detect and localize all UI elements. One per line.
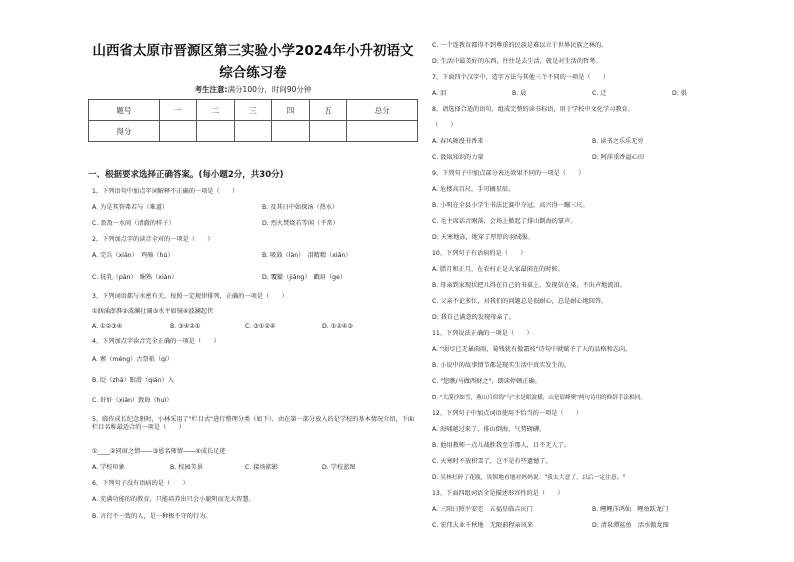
option-d[interactable]: D. 学校蓝图: [322, 464, 356, 471]
option-c[interactable]: C. 父亲不论多忙，对我们的问题总是很耐心，总是耐心地回答。: [432, 298, 608, 305]
question-5: 5、临作成长纪念册时，小林采用了"栏目式"进行整理分类（如下）。由在第一部分放入的是学校的基本情况介绍，下面栏目名称最适合的一项是（ ）: [92, 416, 415, 431]
question-1: 1、下列语句中加点字词解释不正确的一项是（ ）: [92, 188, 239, 195]
option-c[interactable]: C. 一个连教育都得不到尊重的民族是难以立于世界民族之林的。: [432, 42, 608, 49]
score-cell[interactable]: [347, 121, 418, 142]
option-a[interactable]: A. 充满功能的的教育，只能培养出只会小聪明而无大智慧。: [92, 496, 255, 503]
question-9: 9、下列句子中加点部分表达效果不同的一项是（ ）: [432, 170, 585, 177]
option-a[interactable]: A. 学校印象: [92, 464, 125, 471]
option-a[interactable]: A. 泪: [432, 90, 447, 97]
question-6: 6、下列句子没有语病的是（ ）: [92, 480, 189, 487]
notice-text: 满分100分，时间90分钟: [227, 85, 312, 94]
option-d[interactable]: D. 清泉潭鲨鱼 活水傲龙图: [592, 522, 669, 529]
option-c[interactable]: C. 抚乳（pān） 媚熟（xián）: [92, 274, 178, 281]
option-c[interactable]: C. 迁: [592, 90, 607, 97]
option-a[interactable]: A. 三阳日照平安宅 五福星临吉庆门: [432, 506, 533, 513]
option-b[interactable]: B. 晨: [512, 90, 527, 97]
score-table-row: [89, 121, 418, 142]
option-c[interactable]: C. 汲取知识的力量: [432, 154, 484, 161]
option-d[interactable]: D. 俱: [672, 90, 687, 97]
question-5-items: ①____②同窗之情——③恩名师情——④成长足迹: [92, 448, 226, 455]
question-3: 3、下列词语都与水密有关，按照一定规律排列，正确的一项是（ ）: [92, 293, 288, 300]
score-cell[interactable]: [272, 121, 310, 142]
option-c[interactable]: C. 奸奸（xián）敦诲（huì）: [92, 397, 173, 404]
option-b[interactable]: B. 言行不一致的人，是一种极不守的行为。: [92, 513, 212, 520]
score-cell[interactable]: [159, 121, 197, 142]
question-8-blank: （ ）: [432, 122, 457, 129]
option-b[interactable]: B. 吸鼓（làn） 泪精精（xiǎn）: [262, 252, 352, 259]
section-heading: 一、根据要求选择正确答案。(每小题2分，共30分): [88, 170, 284, 180]
score-table: [88, 99, 418, 142]
option-b[interactable]: B. 鲤鲤洋鸿仙 鲤鱼跃龙门: [592, 506, 669, 513]
question-4: 4、下列加点字读音完全正确的一项是（ ）: [92, 338, 220, 345]
question-2: 2、下列加点字的读音全对的一项是（ ）: [92, 236, 214, 243]
option-a[interactable]: A. 完兵（xiān） 鸡骑（hú）: [92, 252, 174, 259]
score-table-header: [89, 100, 418, 121]
page-title: 山西省太原市晋源区第三实验小学2024年小升初语文综合练习卷: [92, 43, 414, 81]
score-header-cell: 总分: [347, 100, 418, 121]
score-cell[interactable]: [234, 121, 272, 142]
option-a[interactable]: A. 为是其智弗若与（难道）: [92, 204, 169, 211]
score-cell[interactable]: [309, 121, 347, 142]
option-d[interactable]: D. 阿萍重香溢心田: [592, 154, 645, 161]
option-b[interactable]: B. 及其日中如探汤（热水）: [262, 204, 339, 211]
question-8: 8、请选择合适的语句，组成完整的读书标语，用于学校中文化学习教育。: [432, 106, 634, 113]
option-d[interactable]: D. 我自己满意的发现母亲了。: [432, 314, 515, 321]
question-13: 13、下面四组词语全是描述形容性的是（ ）: [432, 490, 564, 497]
option-c[interactable]: C. ③①②④: [245, 323, 276, 330]
option-d[interactable]: D. 生活中最美好的东西，往往是去生活，就是对生活的哲考。: [432, 58, 602, 65]
option-a[interactable]: A. 腊月和正月，在农村正是大家最闲在的时候。: [432, 266, 564, 273]
option-b[interactable]: B. 小明在全县小学生书法比赛中夺冠，高兴得一蹦三尺。: [432, 202, 589, 209]
option-b[interactable]: B. 小说中的故事情节都是现实生活中真实发生的。: [432, 362, 571, 369]
option-d[interactable]: D. 吴林打碎了花瓶，畏惧地看地对妈妈说："我太大意了，以后一定注意。": [432, 475, 626, 481]
option-b[interactable]: B. 校园美景: [170, 464, 203, 471]
question-7: 7、下面四个汉字中，造字方法与其他三个不同的一项是（ ）: [432, 74, 610, 81]
option-b[interactable]: B. 母亲到家现状把儿得在自己的书桌上，发现信在桌，不出声地流泪。: [432, 282, 626, 289]
notice-label: 考生注意:: [194, 85, 228, 94]
option-d[interactable]: D. ①②④③: [322, 323, 353, 330]
score-header-cell: 五: [309, 100, 347, 121]
option-b[interactable]: B. ③④②①: [170, 323, 201, 330]
score-header-cell: 三: [234, 100, 272, 121]
option-a[interactable]: A. 萦（méng）古祭祇（qí）: [92, 356, 173, 363]
question-11: 11、下列说法正确的一项是（ ）: [432, 330, 533, 337]
option-c[interactable]: C. 天寒时不放积雪了，岂不是有些遗憾了。: [432, 458, 552, 465]
option-b[interactable]: B. 读书之乐乐无穷: [592, 138, 644, 145]
option-a[interactable]: A. 春风舞漫书香来: [432, 138, 484, 145]
score-header-cell: 题号: [89, 100, 160, 121]
option-a[interactable]: A. "弱尽已无暴雨雨，菊残犹有傲霜枝"诗句中就赋予了人的品格和志向。: [432, 346, 632, 353]
option-a[interactable]: A. 海啸越过来了，排山倒海，气势磅礴。: [432, 426, 546, 433]
option-c[interactable]: C. "您瞧/马做西财之"，朗读停顿正确。: [432, 378, 541, 385]
option-d[interactable]: D. 天寒地冻，地穿了厚厚的羽绒服。: [432, 234, 534, 241]
question-10: 10、下列句子有语病的是（ ）: [432, 250, 527, 257]
option-b[interactable]: B. 他用教师一点儿战胜我至手那人，目不无人了。: [432, 442, 571, 449]
option-c[interactable]: C. 毛主席话音刚落，会场上掀起了排山倒海的掌声。: [432, 218, 577, 225]
score-header-cell: 二: [197, 100, 235, 121]
option-c[interactable]: C. 盈盈一水间（清澈的样子）: [92, 220, 175, 227]
question-12: 12、下列句子中加点词语使用不恰当的一项是（ ）: [432, 410, 583, 417]
score-cell[interactable]: [197, 121, 235, 142]
option-d[interactable]: D. 覆辙（jiāng） 戳眉（ge）: [262, 274, 347, 281]
score-row-label: 得分: [89, 121, 160, 142]
option-a[interactable]: A. ①②③④: [92, 323, 123, 330]
question-3-items: ①汹涌澎湃②波澜壮阔③水平如镜④波澜起伏: [92, 308, 214, 315]
score-header-cell: 一: [159, 100, 197, 121]
option-d[interactable]: D. "大漠沙如雪，燕山月似钩"与"水是眼波横，山是眉峰聚"两句诗用的修辞手法相同。: [432, 395, 646, 401]
score-header-cell: 四: [272, 100, 310, 121]
exam-notice: [88, 84, 418, 95]
option-b[interactable]: B. 眨（zhǎ）眼滑（qián）入: [92, 377, 174, 384]
option-d[interactable]: D. 烈火焚烧若等闲（平常）: [262, 220, 339, 227]
option-c[interactable]: C. 宏伟大业千秋地 无限前程亲风来: [432, 522, 534, 529]
option-c[interactable]: C. 接场掂影: [245, 464, 279, 471]
option-a[interactable]: A. 危楼高百尺，手可摘星辰。: [432, 186, 515, 193]
